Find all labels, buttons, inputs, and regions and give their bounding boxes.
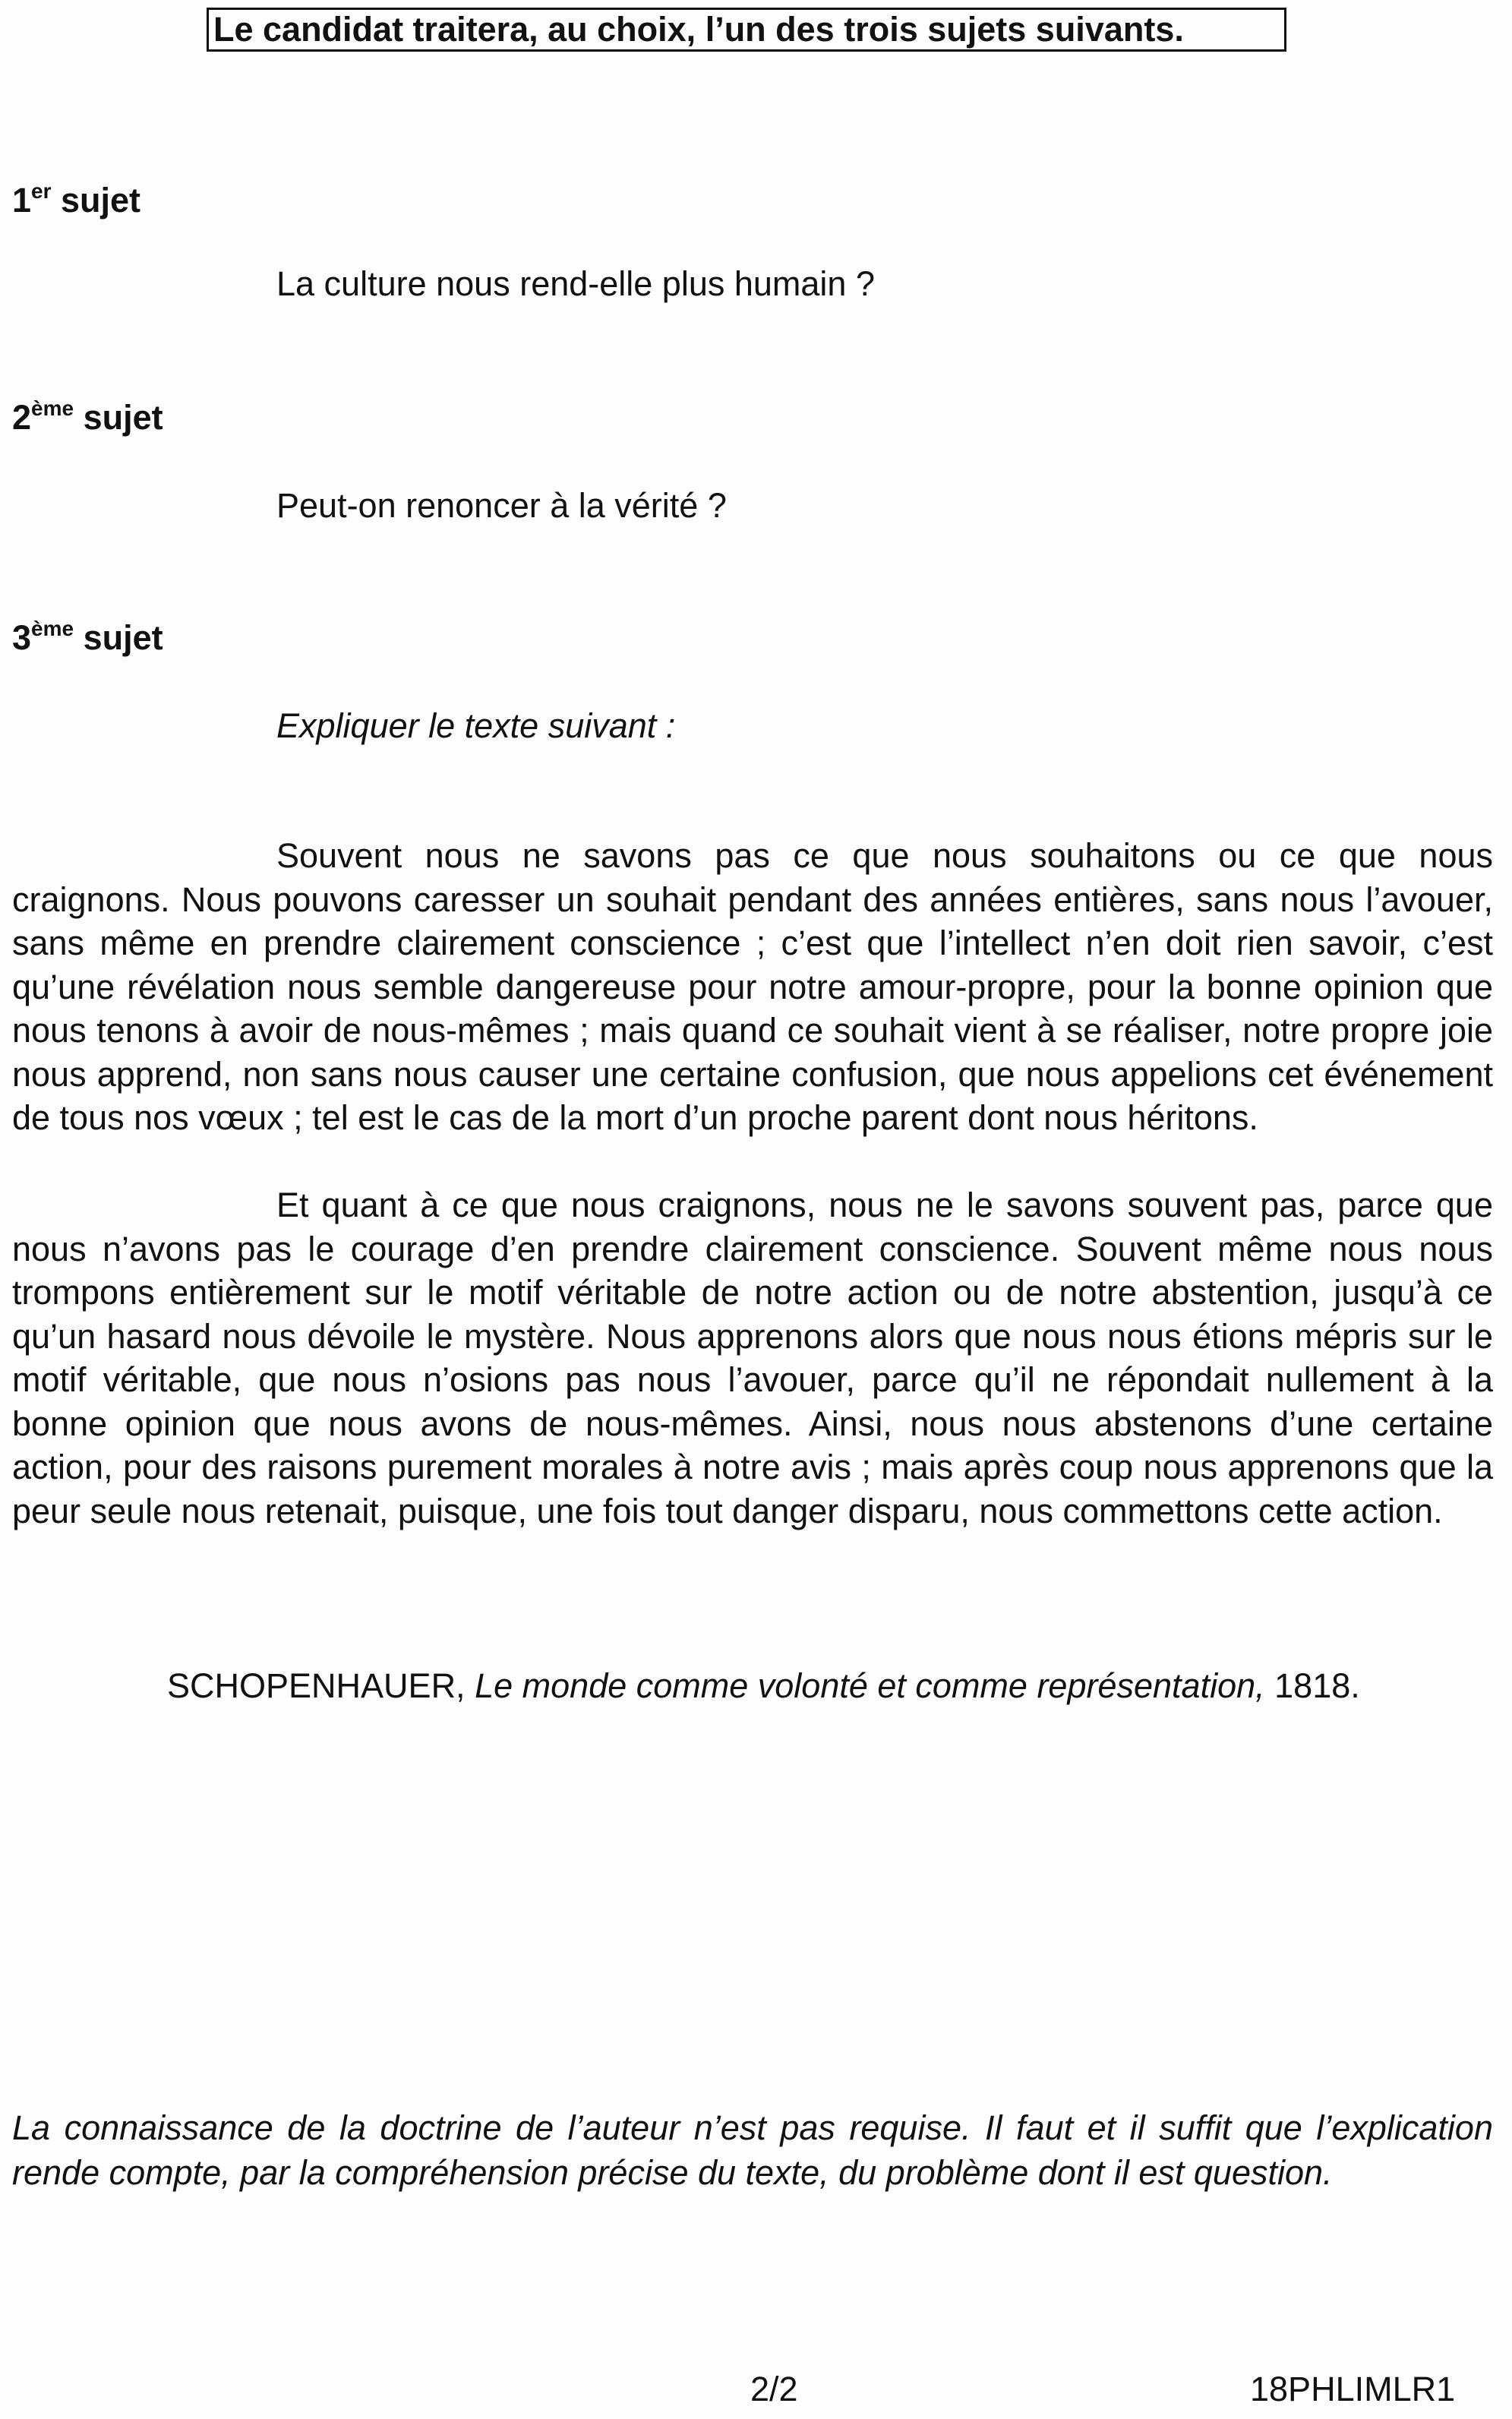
subject-3-heading: 3ème sujet	[12, 617, 163, 657]
source-title: Le monde comme volonté et comme représentation,	[475, 1666, 1265, 1705]
subject-2-question: Peut-on renoncer à la vérité ?	[276, 486, 727, 525]
text-paragraph-1: Souvent nous ne savons pas ce que nous souhaitons ou ce que nous craignons. Nous pouvons caresser un souhait pendant des années entières, sans nous l’avouer, sans même en prendre clairement conscience ; c’est que l’intellect n’en doit rien savoir, c’est qu’une révélation nous semble dangereuse pour notre amour-propre, pour la bonne opinion que nous tenons à avoir de nous-mêmes ; mais quand ce souhait vient à se réaliser, notre propre joie nous apprend, non sans nous causer une certaine confusion, que nous appelions cet événement de tous nos vœux ; tel est le cas de la mort d’un proche parent dont nous héritons.	[12, 836, 1493, 1137]
subject-1-heading: 1er sujet	[12, 179, 141, 219]
explanation-note: La connaissance de la doctrine de l’auteur n’est pas requise. Il faut et il suffit que l’explication rende compte, par la compréhension précise du texte, du problème dont il est question.	[12, 2108, 1493, 2192]
subject-2-heading: 2ème sujet	[12, 396, 163, 437]
text-source	[167, 1665, 1360, 1707]
source-author: SCHOPENHAUER,	[167, 1666, 466, 1705]
exam-code: 18PHLIMLR1	[1250, 2370, 1456, 2408]
instruction-text: Le candidat traitera, au choix, l’un des trois sujets suivants.	[213, 10, 1184, 49]
subject-1-question: La culture nous rend-elle plus humain ?	[276, 264, 875, 303]
source-year: 1818.	[1274, 1666, 1360, 1705]
page-number: 2/2	[750, 2370, 798, 2408]
instruction-box	[207, 8, 1286, 52]
text-paragraph-2: Et quant à ce que nous craignons, nous ne le savons souvent pas, parce que nous n’avons pas le courage d’en prendre clairement conscience. Souvent même nous nous trompons entièrement sur le motif véritable de notre action ou de notre abstention, jusqu’à ce qu’un hasard nous dévoile le mystère. Nous apprenons alors que nous nous étions mépris sur le motif véritable, que nous n’osions pas nous l’avouer, parce qu’il ne répondait nullement à la bonne opinion que nous avons de nous-mêmes. Ainsi, nous nous abstenons d’une certaine action, pour des raisons purement morales à notre avis ; mais après coup nous apprenons que la peur seule nous retenait, puisque, une fois tout danger disparu, nous commettons cette action.	[12, 1186, 1493, 1530]
subject-3-instruction: Expliquer le texte suivant :	[276, 706, 676, 745]
